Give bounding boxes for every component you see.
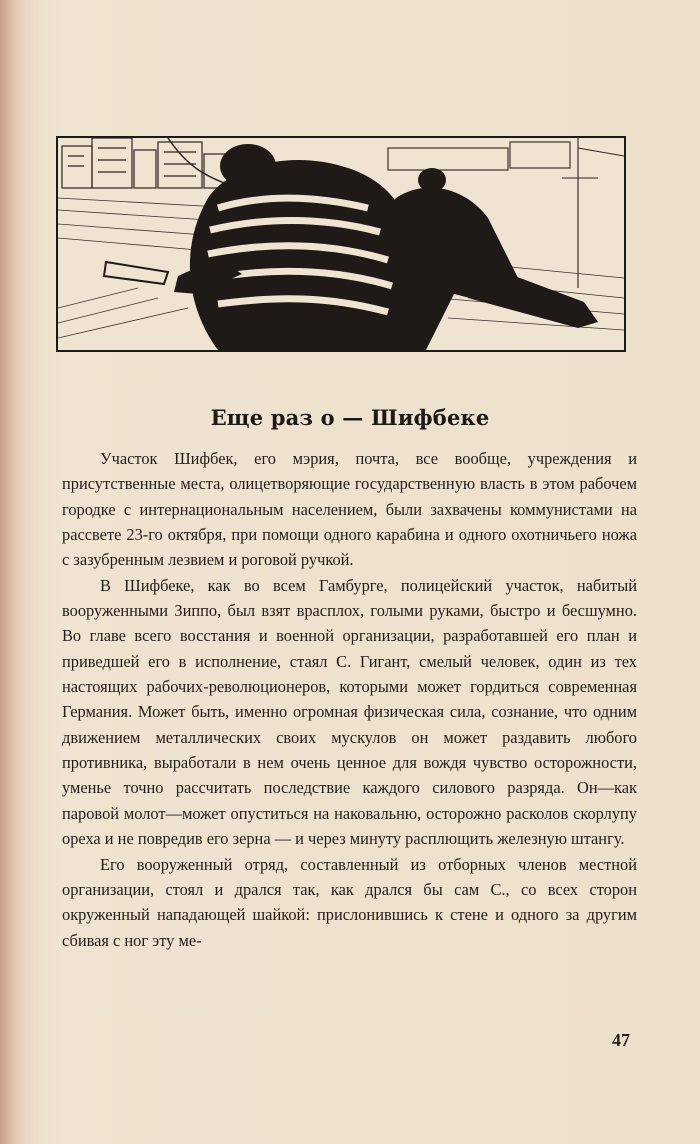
page-number: 47 [612, 1030, 630, 1050]
paragraph-2: В Шифбеке, как во всем Гамбурге, полицейский участок, набитый вооруженными Зиппо, был взят врасплох, голыми руками, быстро и бесшумно. Во главе всего восстания и военной организации, разработавшей его план и приведшей его в исполнение, стаял С. Гигант, смелый человек, один из тех настоящих рабочих-революционеров, которыми может гордиться современная Германия. Может быть, именно огромная физическая сила, сознание, что одним движением металлических своих мускулов он может раздавить любого противника, выработали в нем очень ценное для вождя чувство осторожности, уменье точно рассчитать последствие каждого силового разряда. Он—как паровой молот—может опуститься на наковальню, осторожно расколов скорлупу ореха и не повредив его зерна — и через минуту расплющить железную штангу. [62, 575, 637, 849]
woodcut-illustration [56, 136, 626, 352]
article-title: Еще раз о — Шифбеке [210, 405, 490, 430]
paragraph-3: Его вооруженный отряд, составленный из отборных членов местной организации, стоял и дрался так, как дрался бы сам С., со всех сторон окруженный нападающей шайкой: прислонившись к стене и одного за другим сбивая с ног эту ме- [62, 854, 637, 950]
spine-shadow [0, 0, 22, 1144]
article-body [62, 446, 637, 953]
paragraph-1: Участок Шифбек, его мэрия, почта, все вообще, учреждения и присутственные места, олицетворяющие государственную власть в этом рабочем городке с интернациональным населением, были захвачены коммунистами на рассвете 23-го октября, при помощи одного карабина и одного охотничьего ножа с зазубренным лезвием и роговой ручкой. [62, 449, 637, 570]
